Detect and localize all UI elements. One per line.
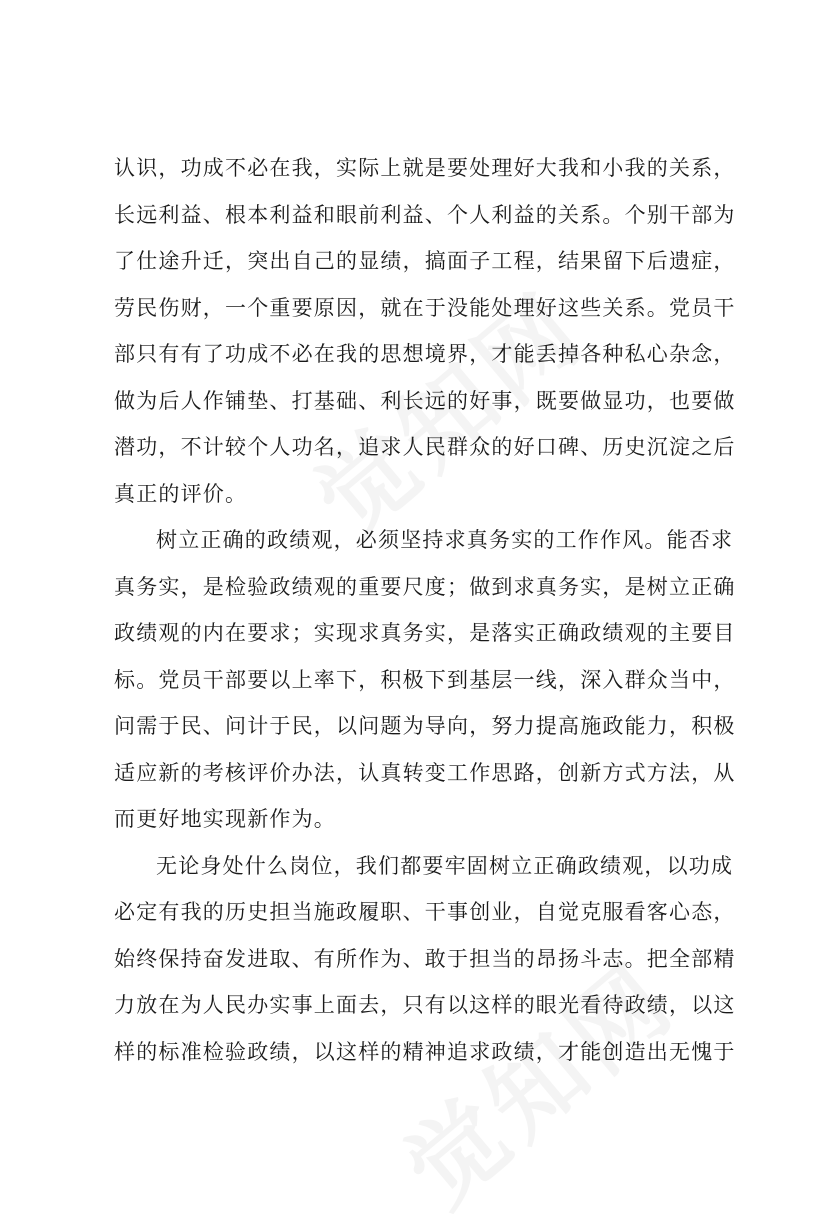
text-line: 做为后人作铺垫、打基础、利长远的好事，既要做显功，也要做	[114, 388, 736, 413]
text-line: 长远利益、根本利益和眼前利益、个人利益的关系。个别干部为	[114, 202, 736, 227]
text-line: 样的标准检验政绩，以这样的精神追求政绩，才能创造出无愧于	[114, 1039, 736, 1064]
text-line: 无论身处什么岗位，我们都要牢固树立正确政绩观，以功成	[156, 853, 734, 878]
text-line: 问需于民、问计于民，以问题为导向，努力提高施政能力，积极	[114, 714, 736, 738]
text-line: 力放在为人民办实事上面去，只有以这样的眼光看待政绩，以这	[114, 993, 736, 1017]
text-line: 了仕途升迁，突出自己的显绩，搞面子工程，结果留下后遗症，	[114, 249, 736, 273]
text-line: 认识，功成不必在我，实际上就是要处理好大我和小我的关系，	[114, 156, 736, 180]
text-line: 部只有有了功成不必在我的思想境界，才能丢掉各种私心杂念，	[114, 342, 736, 366]
text-line: 而更好地实现新作为。	[114, 807, 336, 831]
text-line: 标。党员干部要以上率下，积极下到基层一线，深入群众当中，	[114, 667, 736, 692]
paragraph	[114, 843, 734, 1076]
text-line: 真正的评价。	[114, 481, 248, 506]
text-line: 政绩观的内在要求；实现求真务实，是落实正确政绩观的主要目	[114, 621, 736, 645]
paragraph	[114, 145, 734, 517]
paragraph	[114, 517, 734, 843]
text-line: 适应新的考核评价办法，认真转变工作思路，创新方式方法，从	[114, 760, 736, 785]
text-line: 劳民伤财，一个重要原因，就在于没能处理好这些关系。党员干	[114, 295, 736, 320]
text-line: 始终保持奋发进取、有所作为、敢于担当的昂扬斗志。把全部精	[114, 946, 736, 971]
text-line: 必定有我的历史担当施政履职、干事创业，自觉克服看客心态，	[114, 900, 736, 924]
text-line: 树立正确的政绩观，必须坚持求真务实的工作作风。能否求	[156, 528, 734, 552]
document-body	[114, 145, 734, 1075]
text-line: 真务实，是检验政绩观的重要尺度；做到求真务实，是树立正确	[114, 574, 736, 599]
text-line: 潜功，不计较个人功名，追求人民群众的好口碑、历史沉淀之后	[114, 435, 736, 459]
